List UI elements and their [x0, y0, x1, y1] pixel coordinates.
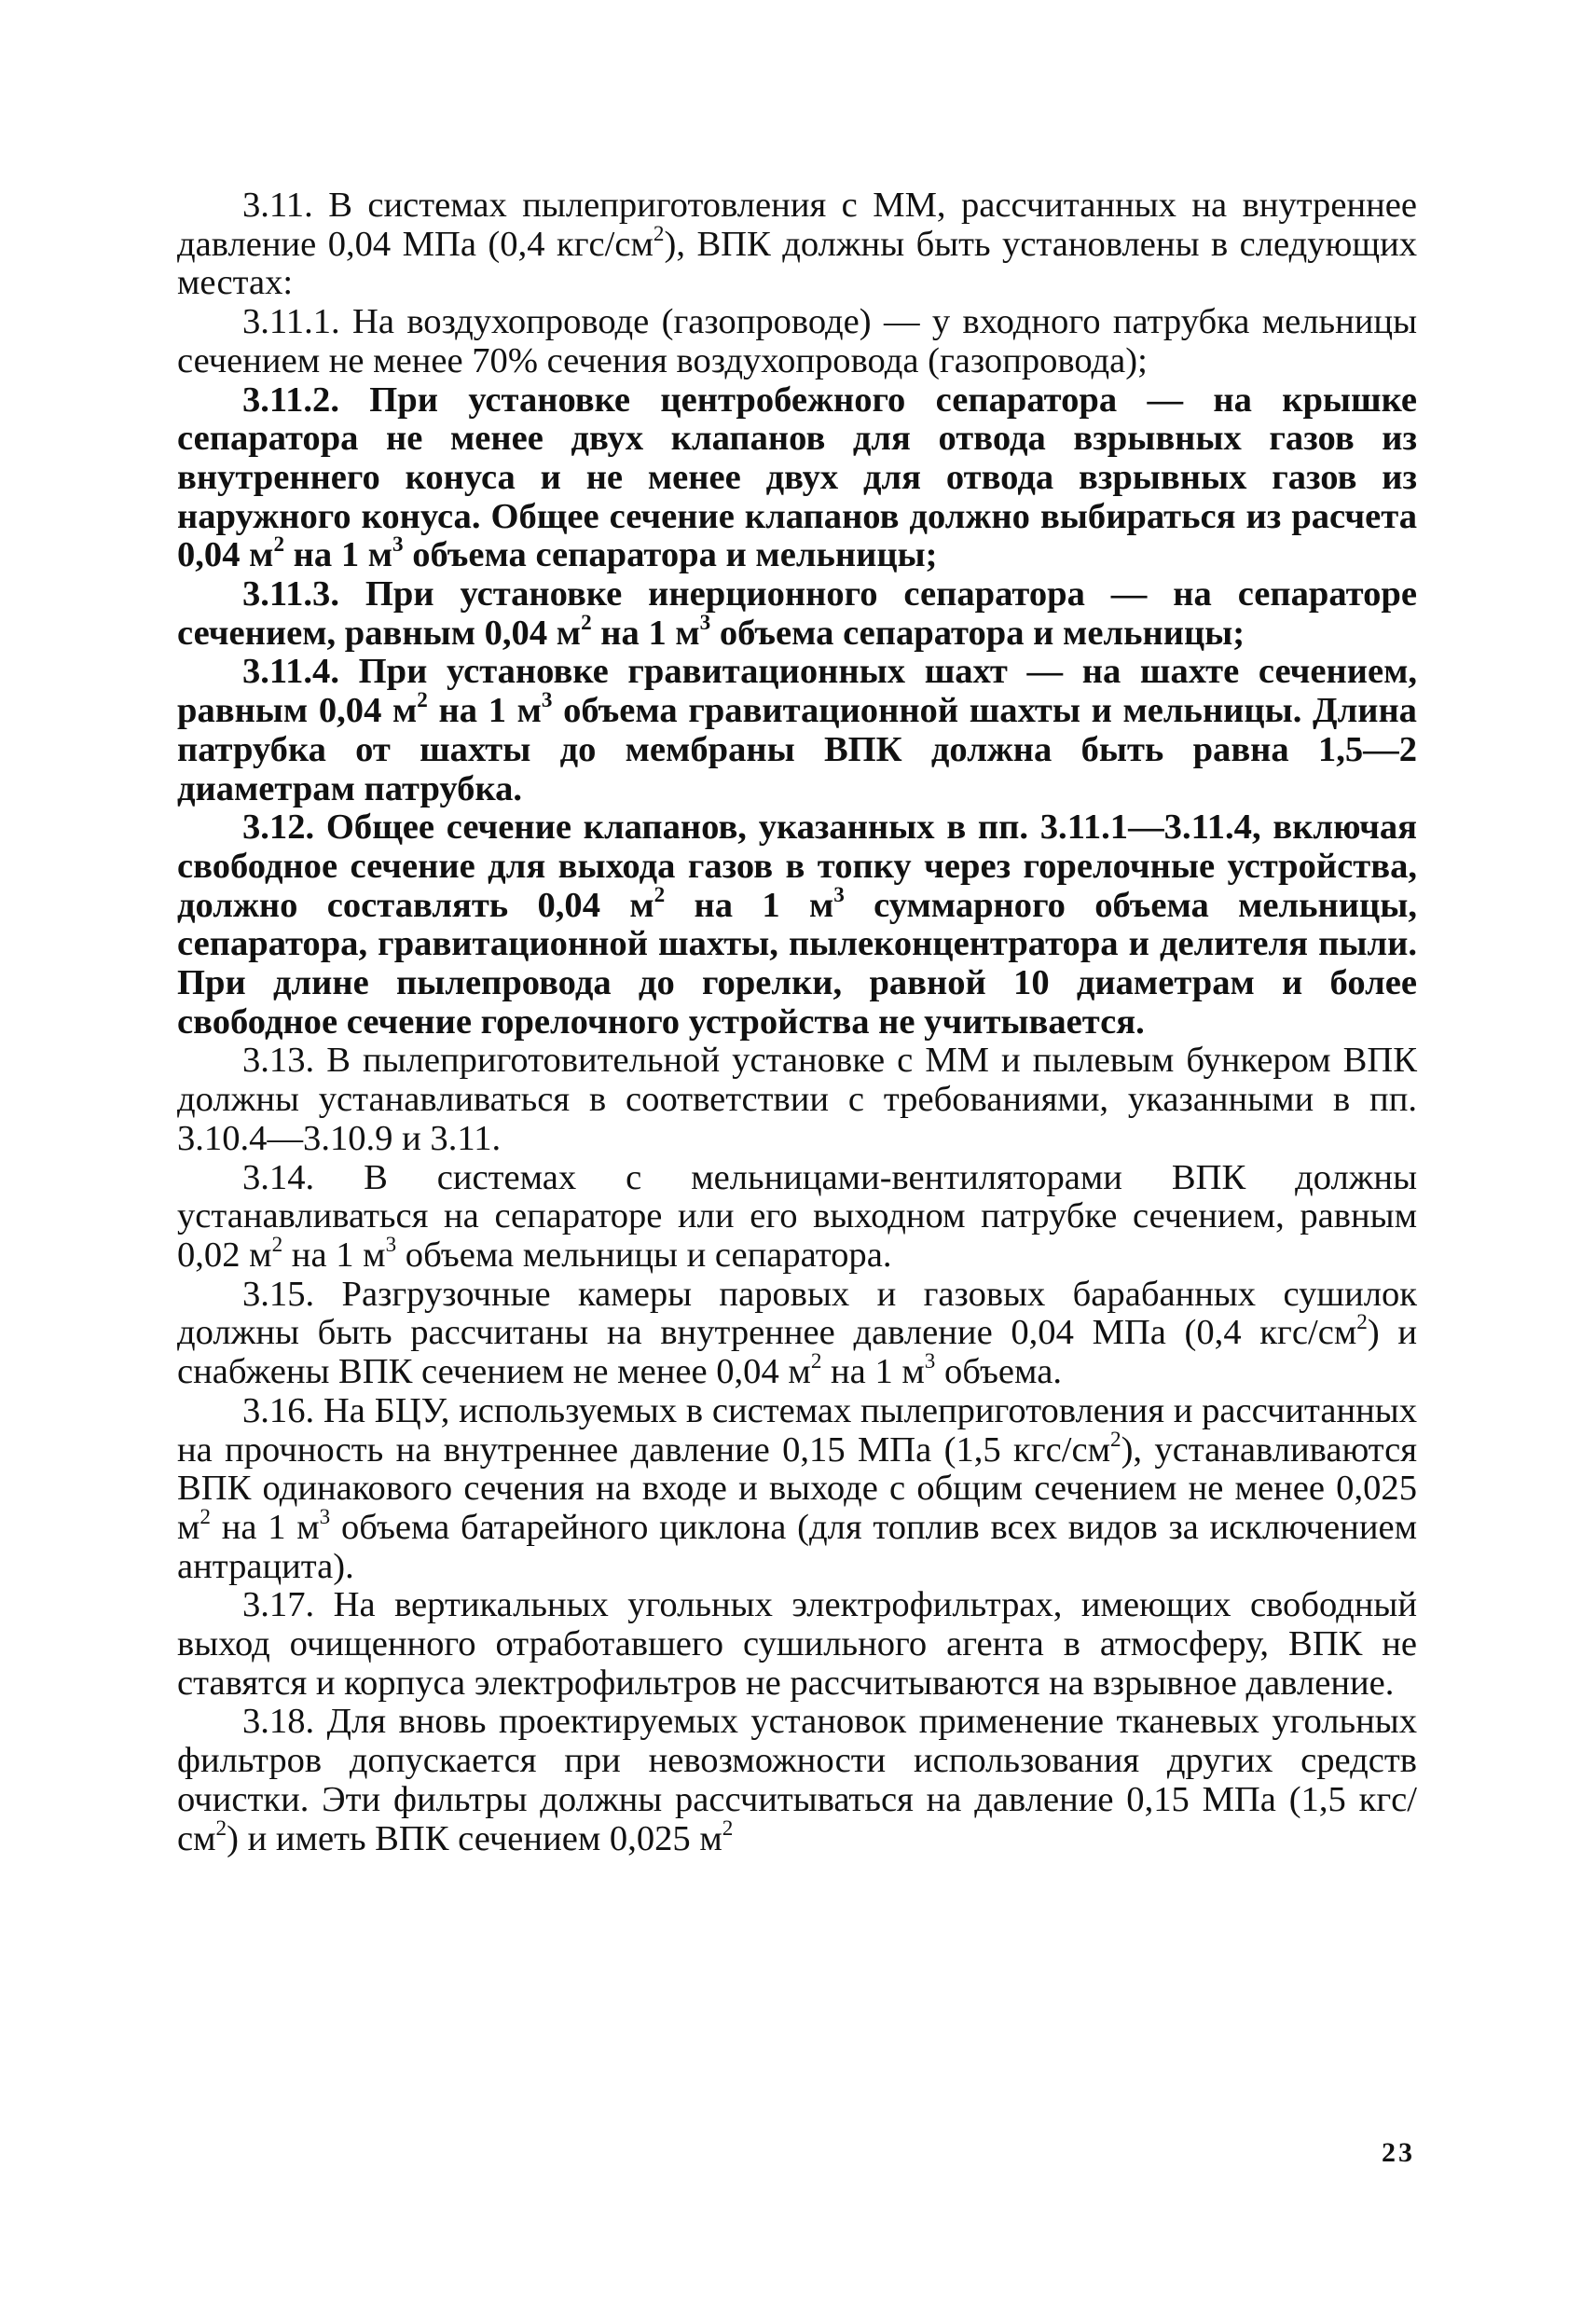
paragraph: [177, 1392, 1417, 1587]
superscript: 3: [541, 687, 553, 712]
text-run: на 1 м: [591, 613, 700, 653]
text-run: объема батарейного циклона (для топлив всех видов за исключением антрацита).: [177, 1507, 1417, 1586]
text-run: на 1 м: [427, 691, 542, 731]
superscript: 3: [385, 1232, 397, 1257]
paragraph: [177, 303, 1417, 380]
text-run: объема.: [935, 1352, 1062, 1392]
paragraph: [177, 186, 1417, 303]
text-run: 3.12. Общее сечение клапанов, указанных в пп. 3.11.1—3.11.4, включая свободное сечение для выхода газов в топку через горелочные устройства, должно составлять 0,04 м: [177, 808, 1417, 925]
superscript: 2: [271, 1232, 283, 1257]
text-run: 3.13. В пылеприготовительной установке с ММ и пылевым бункером ВПК должны устанавливаться в соответствии с требованиями, указанными в пп. 3.10.4—3.10.9 и 3.11.: [177, 1041, 1417, 1158]
paragraph: [177, 1703, 1417, 1858]
text-run: объема сепаратора и мельницы;: [403, 535, 938, 575]
text-run: 3.18. Для вновь проектируемых установок применение тканевых угольных фильтров допускается при невозможности использования других средств очистки. Эти фильтры должны рассчитываться на давление 0,15 МПа (1,5 кгс/см: [177, 1702, 1417, 1858]
text-run: на 1 м: [665, 885, 834, 925]
text-run: ), ВПК должны быть установлены в следующих местах:: [177, 224, 1418, 303]
text-run: суммарного объема мельницы, сепаратора, гравитационной шахты, пылеконцентратора и делителя пыли. При длине пылепровода до горелки, равной 10 диаметрам и более свободное сечение горелочного устройства не учитывается.: [177, 885, 1417, 1042]
text-run: ), устанавливаются ВПК одинакового сечения на входе и выходе с общим сечением не менее 0,025 м: [177, 1429, 1417, 1547]
text-run: на 1 м: [211, 1507, 320, 1547]
paragraph: [177, 1276, 1417, 1392]
paragraph: [177, 1586, 1417, 1703]
superscript: 2: [417, 687, 428, 712]
superscript: 2: [215, 1815, 227, 1841]
superscript: 3: [319, 1504, 331, 1529]
superscript: 2: [653, 221, 665, 246]
paragraph: [177, 653, 1417, 808]
text-run: объема сепаратора и мельницы;: [710, 613, 1245, 653]
superscript: 3: [833, 882, 845, 907]
text-run: на 1 м: [284, 535, 393, 575]
text-run: 3.11.3. При установке инерционного сепаратора — на сепараторе сечением, равным 0,04 м: [177, 574, 1417, 653]
document-page: [177, 186, 1417, 1858]
paragraph: [177, 808, 1417, 1042]
body-text: [177, 186, 1417, 1858]
superscript: 3: [392, 532, 404, 558]
text-run: 3.11.4. При установке гравитационных шахт — на шахте сечением, равным 0,04 м: [177, 652, 1417, 731]
text-run: на 1 м: [282, 1235, 386, 1275]
text-run: 3.11.2. При установке центробежного сепаратора — на крышке сепаратора не менее двух клапанов для отвода взрывных газов из внутреннего конуса и не менее двух для отвода взрывных газов из наружного конуса. Общее сечение клапанов должно выбираться из расчета 0,04 м: [177, 380, 1417, 575]
paragraph: [177, 1159, 1417, 1276]
superscript: 2: [581, 610, 592, 635]
text-run: на 1 м: [821, 1352, 925, 1392]
paragraph: [177, 575, 1417, 653]
text-run: ) и снабжены ВПК сечением не менее 0,04 м: [177, 1313, 1417, 1392]
text-run: 3.11. В системах пылеприготовления с ММ, рассчитанных на внутреннее давление 0,04 МПа (0,4 кгс/см: [177, 186, 1417, 264]
text-run: объема гравитационной шахты и мельницы. Длина патрубка от шахты до мембраны ВПК должна быть равна 1,5—2 диаметрам патрубка.: [177, 691, 1417, 808]
superscript: 2: [273, 532, 285, 558]
paragraph: [177, 381, 1417, 576]
text-run: 3.11.1. На воздухопроводе (газопроводе) — у входного патрубка мельницы сечением не менее 70% сечения воздухопровода (газопровода);: [177, 302, 1417, 380]
paragraph: [177, 1042, 1417, 1158]
text-run: 3.14. В системах с мельницами-вентиляторами ВПК должны устанавливаться на сепараторе или его выходном патрубке сечением, равным 0,02 м: [177, 1157, 1417, 1275]
text-run: ) и иметь ВПК сечением 0,025 м: [227, 1818, 722, 1858]
text-run: 3.17. На вертикальных угольных электрофильтрах, имеющих свободный выход очищенного отработавшего сушильного агента в атмосферу, ВПК не ставятся и корпуса электрофильтров не рассчитываются на взрывное давление.: [177, 1585, 1417, 1703]
text-run: 3.15. Разгрузочные камеры паровых и газовых барабанных сушилок должны быть рассчитаны на внутреннее давление 0,04 МПа (0,4 кгс/см: [177, 1274, 1417, 1353]
text-run: объема мельницы и сепаратора.: [396, 1235, 892, 1275]
superscript: 3: [924, 1348, 936, 1373]
page-number: 23: [1382, 2137, 1415, 2168]
superscript: 2: [654, 882, 666, 907]
text-run: 3.16. На БЦУ, используемых в системах пылеприготовления и рассчитанных на прочность на внутреннее давление 0,15 МПа (1,5 кгс/см: [177, 1390, 1417, 1470]
superscript: 2: [200, 1504, 211, 1529]
superscript: 2: [810, 1348, 822, 1373]
superscript: 2: [1109, 1427, 1121, 1452]
superscript: 2: [722, 1815, 734, 1841]
superscript: 2: [1356, 1310, 1368, 1335]
superscript: 3: [699, 610, 711, 635]
